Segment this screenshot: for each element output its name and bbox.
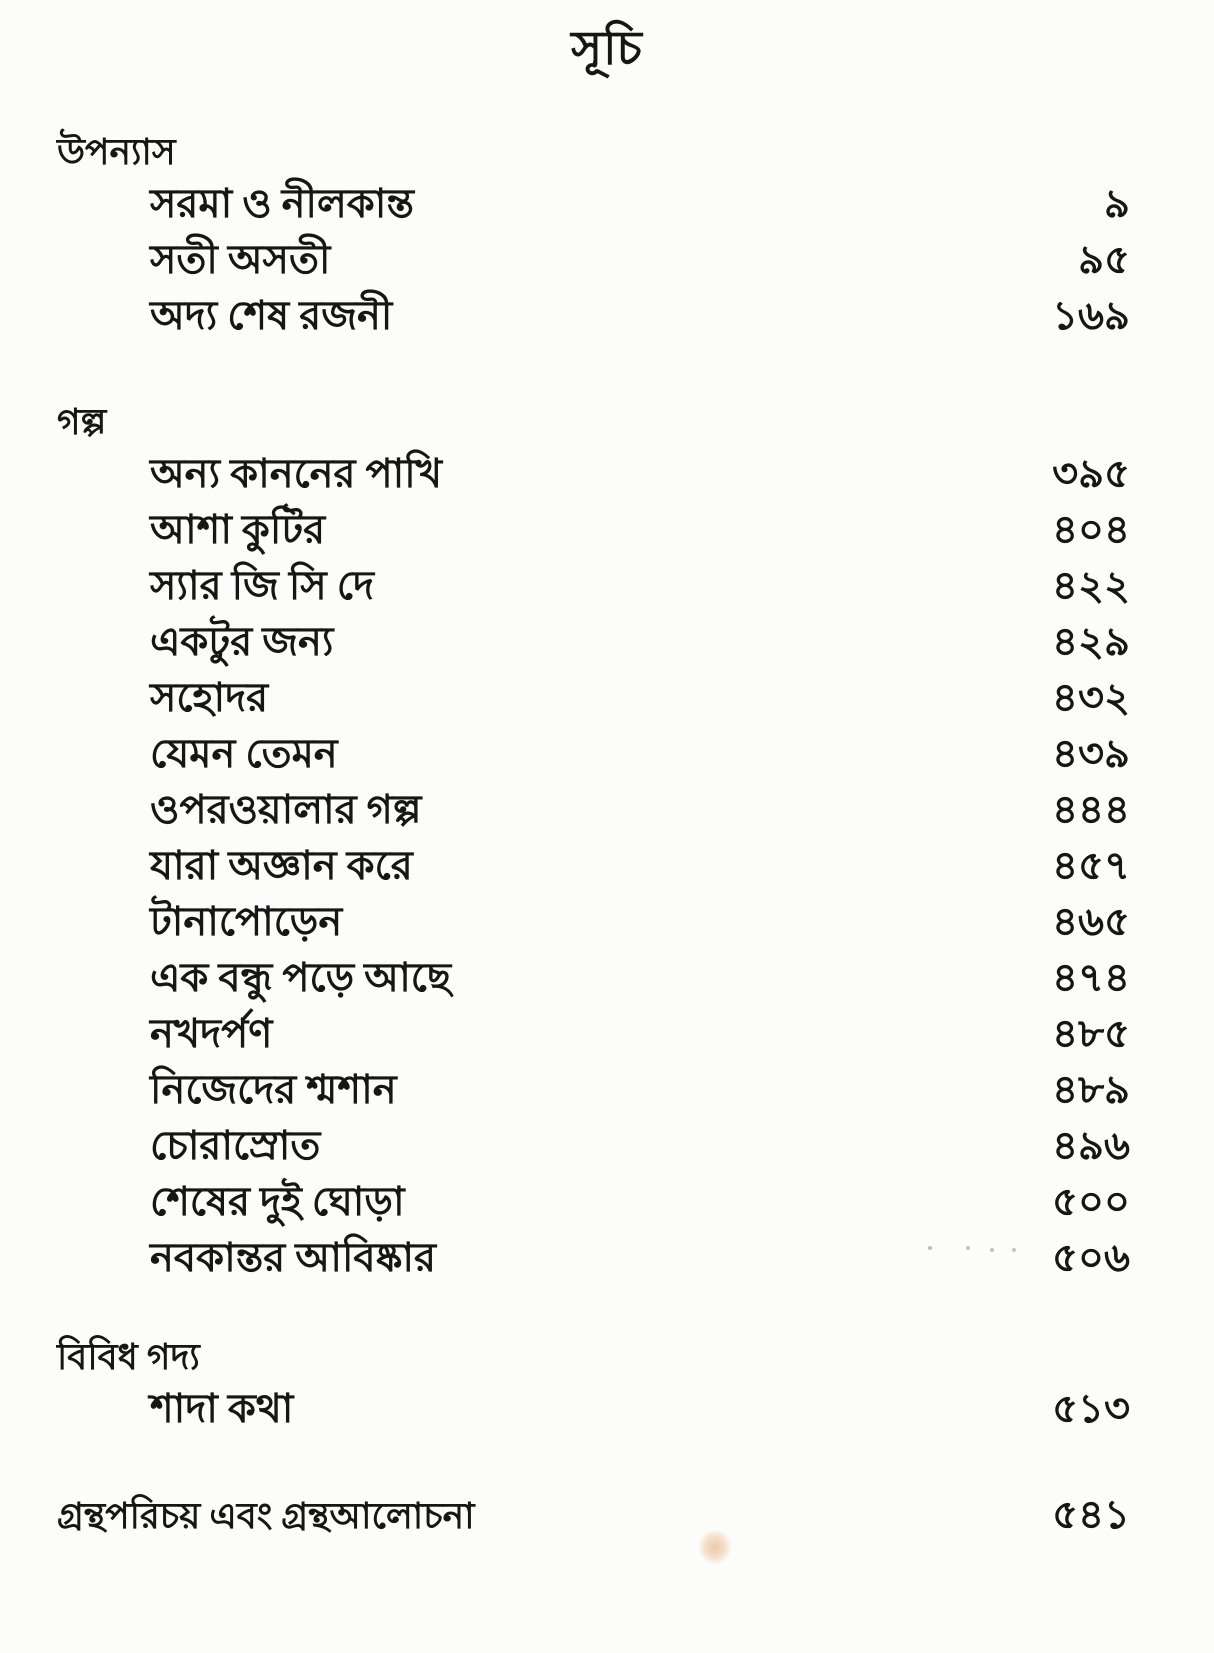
toc-entry-page: ৪৫৭ <box>1052 843 1130 888</box>
section-misc-prose <box>57 1333 1130 1437</box>
toc-entry-title: শেষের দুই ঘোড়া <box>150 1179 405 1224</box>
page-title: সূচি <box>571 23 643 75</box>
toc-entry-page: ১৬৯ <box>1052 293 1130 338</box>
table-of-contents <box>0 128 1214 1541</box>
toc-entry-page: ৪৩২ <box>1052 675 1130 720</box>
toc-entry <box>57 446 1130 502</box>
section-book-notes <box>57 1490 1130 1541</box>
toc-entry <box>57 1230 1130 1286</box>
toc-entry-page: ৯ <box>1104 181 1130 226</box>
toc-entry <box>57 502 1130 558</box>
toc-entry <box>57 950 1130 1006</box>
toc-entry-page: ৫৪১ <box>1052 1492 1130 1537</box>
toc-entry <box>57 1381 1130 1437</box>
toc-entry <box>57 614 1130 670</box>
toc-entry-page: ৪২৯ <box>1052 619 1130 664</box>
toc-entry-page: ৫১৩ <box>1052 1386 1130 1431</box>
toc-entry-page: ৩৯৫ <box>1052 451 1130 496</box>
toc-entry-title: সতী অসতী <box>150 237 331 282</box>
section-novels <box>57 128 1130 344</box>
toc-entry <box>57 176 1130 232</box>
toc-entry <box>57 782 1130 838</box>
toc-entry-title: সহোদর <box>150 675 269 720</box>
toc-entry <box>57 288 1130 344</box>
toc-entry-title: স্যার জি সি দে <box>150 563 374 608</box>
toc-entry <box>57 670 1130 726</box>
toc-entry-title: অন্য কাননের পাখি <box>150 451 442 496</box>
toc-entry-title: নখদর্পণ <box>150 1011 273 1056</box>
toc-entry-title: ওপরওয়ালার গল্প <box>150 787 422 832</box>
scan-speckles <box>928 1246 932 1250</box>
toc-entry <box>57 1062 1130 1118</box>
toc-entry-title: একটুর জন্য <box>150 619 334 664</box>
toc-entry-title: টানাপোড়েন <box>150 899 343 944</box>
section-stories <box>57 398 1130 1286</box>
section-header: গল্প <box>57 402 107 442</box>
toc-entry <box>57 232 1130 288</box>
section-header: বিবিধ গদ্য <box>57 1337 200 1377</box>
toc-entry-title: চোরাস্রোত <box>150 1123 321 1168</box>
toc-entry-page: ৯৫ <box>1078 237 1130 282</box>
toc-entry-title: নবকান্তর আবিষ্কার <box>150 1235 436 1280</box>
toc-entry-title: শাদা কথা <box>150 1386 294 1431</box>
toc-entry-page: ৪৯৬ <box>1052 1123 1130 1168</box>
toc-entry <box>57 894 1130 950</box>
toc-entry <box>57 1174 1130 1230</box>
toc-entry <box>57 838 1130 894</box>
toc-entry <box>57 558 1130 614</box>
toc-entry-page: ৪৮৯ <box>1052 1067 1130 1112</box>
toc-entry-page: ৪৭৪ <box>1052 955 1130 1000</box>
toc-entry <box>57 1006 1130 1062</box>
toc-entry <box>57 1490 1130 1541</box>
toc-entry <box>57 1118 1130 1174</box>
toc-entry-page: ৪৬৫ <box>1052 899 1130 944</box>
toc-entry-title: যারা অজ্ঞান করে <box>150 843 413 888</box>
toc-entry-page: ৫০০ <box>1052 1179 1130 1224</box>
toc-entry-page: ৪৪৪ <box>1052 787 1130 832</box>
toc-entry-page: ৪২২ <box>1052 563 1130 608</box>
toc-entry-title: যেমন তেমন <box>150 731 338 776</box>
toc-entry-title: অদ্য শেষ রজনী <box>150 293 393 338</box>
toc-entry-title: আশা কুটির <box>150 507 326 552</box>
toc-entry-page: ৪০৪ <box>1052 507 1130 552</box>
toc-entry-page: ৪৮৫ <box>1052 1011 1130 1056</box>
toc-entry-title: গ্রন্থপরিচয় এবং গ্রন্থআলোচনা <box>57 1496 475 1536</box>
toc-entry-page: ৪৩৯ <box>1052 731 1130 776</box>
toc-entry-page: ৫০৬ <box>1052 1235 1130 1280</box>
toc-entry-title: এক বন্ধু পড়ে আছে <box>150 955 452 1000</box>
toc-entry-title: নিজেদের শ্মশান <box>150 1067 397 1112</box>
toc-entry <box>57 726 1130 782</box>
toc-entry-title: সরমা ও নীলকান্ত <box>150 181 414 226</box>
section-header: উপন্যাস <box>57 132 176 172</box>
